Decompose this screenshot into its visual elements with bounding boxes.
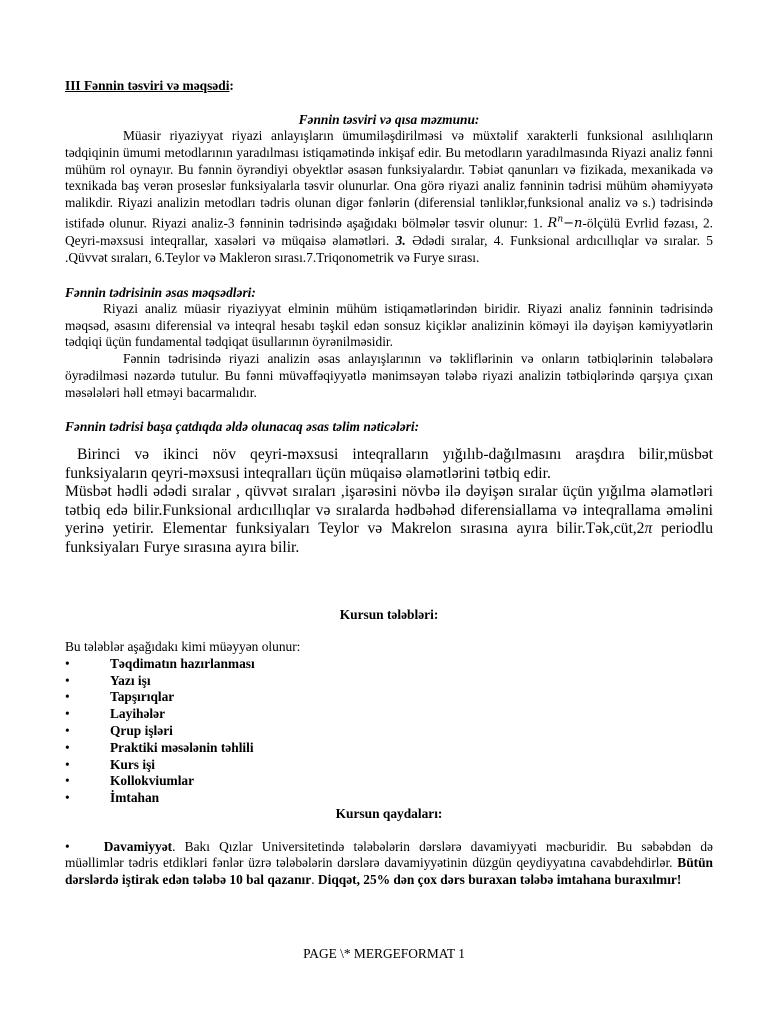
results-text-c: periodlu funksiyaları Furye sırasına ayıra bilir. [65, 520, 713, 556]
rules-paragraph: • Davamiyyət. Bakı Qızlar Universitetində tələbələrin dərslərə davamiyyəti məcburidir. Bu səbəbdən də müəllimlər tədris etdikləri fənlər üzrə tələbələrin dərslərə davamiyyətinin düzgün qeydiyyatına cavabdehdirlər. Bütün dərslərdə iştirak edən tələbə 10 bal qazanır. Diqqət, 25% dən çox dərs buraxan tələbə imtahana buraxılmır! [65, 838, 713, 888]
section-title-text: III Fənnin təsviri və məqsədi [65, 78, 230, 93]
list-item: • Yazı işı [65, 673, 713, 690]
results-paragraph-1: Birinci və ikinci növ qeyri-məxsusi inteqralların yığılıb-dağılmasını araşdıra bilir,müsbət funksiyaların qeyri-məxsusi inteqralları üçün müqaisə əlamətlərini tətbiq edir. [65, 446, 713, 482]
rules-bullet: • [65, 838, 70, 854]
section-title-colon: : [229, 78, 234, 93]
document-page [65, 78, 713, 889]
description-bold-number: 3. [395, 233, 406, 249]
rules-bold-2: Diqqət, 25% dən çox dərs buraxan tələbə imtahana buraxılmır! [317, 872, 682, 888]
results-paragraph-2 [65, 483, 713, 557]
math-rest: −n [563, 216, 583, 232]
requirements-heading: Kursun tələbləri: [339, 606, 439, 622]
description-heading: Fənnin təsviri və qısa məzmunu: [298, 112, 480, 127]
description-text-c: Ədədi sıralar, 4. Funksional ardıcıllıqlar və sıralar. 5 .Qüvvət sıraları, 6.Teylor və Makleron sırası.7.Triqonometrik və Furye sırası. [65, 233, 714, 265]
results-text-b: Müsbət hədli ədədi sıralar , qüvvət sıraları ,işarəsini növbə ilə dəyişən sıralar üçün yığılma əlamətləri tətbiq edə bilir.Funksional ardıcıllıqlar və sıralarda hədbəhəd diferensiallama və inteqrallama əməlini yerinə yetirir. Elementar funksiyaları Teylor və Makrelon sırasına ayıra bilir.Tək,cüt,2 [65, 483, 713, 538]
results-heading: Fənnin tədrisi başa çatdıqda əldə olunacaq əsas təlim nəticələri: [65, 419, 420, 435]
rules-label: Davamiyyət [103, 838, 173, 854]
list-item: • Təqdimatın hazırlanması [65, 656, 713, 673]
requirements-list [65, 656, 713, 807]
description-text-b: -ölçülü Evrlid fəzası, 2. Qeyri-məxsusi inteqrallar, xasələri və müqaisə əlamətləri. [65, 215, 713, 249]
math-sup: n [557, 214, 564, 225]
section-title [65, 78, 713, 94]
list-item: • Kurs işi [65, 757, 713, 774]
math-base: R [547, 216, 558, 232]
pi-symbol: π [644, 520, 653, 538]
list-item: • Kollokviumlar [65, 773, 713, 790]
rules-heading: Kursun qaydaları: [335, 805, 443, 821]
list-item: • Tapşırıqlar [65, 689, 713, 706]
math-rn-formula [548, 216, 583, 231]
list-item: • Praktiki məsələnin təhlili [65, 740, 713, 757]
description-paragraph [65, 128, 713, 267]
requirements-intro: Bu tələblər aşağıdakı kimi müəyyən olunur: [65, 638, 301, 654]
goals-paragraph-2: Fənnin tədrisində riyazi analizin əsas anlayışlarının və təkliflərinin və onların tətbiqlərinin tələbələrə öyrədilməsi nəzərdə tutulur. Bu fənni müvəffəqiyyətlə mənimsəyən tələbə riyazi analizin tətbiqlərində qarşıya çıxan məsələləri həll etməyi bacarmalıdır. [65, 351, 713, 400]
list-item: • Qrup işləri [65, 723, 713, 740]
page-footer: PAGE \* MERGEFORMAT 1 [303, 946, 465, 961]
description-text-a: Müasir riyaziyyat riyazi anlayışların ümumiləşdirilməsi və müxtəlif xarakterli funksional asılılıqların tədqiqinin ümumi metodlarının yaradılması istiqamətində inkişaf edir. Bu metodların yaradılmasında Riyazi analiz fənni mühüm rol oynayır. Bu fənnin öyrəndiyi obyektlər əsasən funksiyalardır. Təbiət qanunları və fizikada, mexanikada və texnikada baş verən proseslər funksiyalarla təsvir olunurlar. Ona görə riyazi analiz fənninin tədrisi mühüm əhəmiyyətə malikdir. Riyazi analizin metodları tədris olunan digər fənlərin (diferensial tənliklər,funksional analiz və s.) tədrisində istifadə olunur. Riyazi analiz-3 fənninin tədrisində aşağıdakı bölmələr təsvir olunur: 1. [65, 128, 713, 231]
rules-text: . Bakı Qızlar Universitetində tələbələrin dərslərə davamiyyəti məcburidir. Bu səbəbdən də müəllimlər tədris etdikləri fənlər üzrə tələbələrin dərslərə davamiyyətinin düzgün qeydiyyatına cavabdehdirlər. [65, 838, 713, 871]
rules-bold-1: Bütün dərslərdə iştirak edən tələbə 10 bal qazanır [65, 855, 713, 888]
list-item: • İmtahan [65, 790, 713, 807]
goals-paragraph-1: Riyazi analiz müasir riyaziyyat elminin mühüm istiqamətlərindən biridir. Riyazi analiz fənninin tədrisində məqsəd, əsasını diferensial və inteqral hesabı təşkil edən sonsuz kiçiklər analizinin köməyi ilə dəyişən kəmiyyətlərin tədqiqi üçün fundamental tədqiqat üsullarının öyrənilməsidir. [65, 300, 713, 350]
list-item: • Layihələr [65, 706, 713, 723]
goals-heading: Fənnin tədrisinin əsas məqsədləri: [65, 284, 256, 300]
